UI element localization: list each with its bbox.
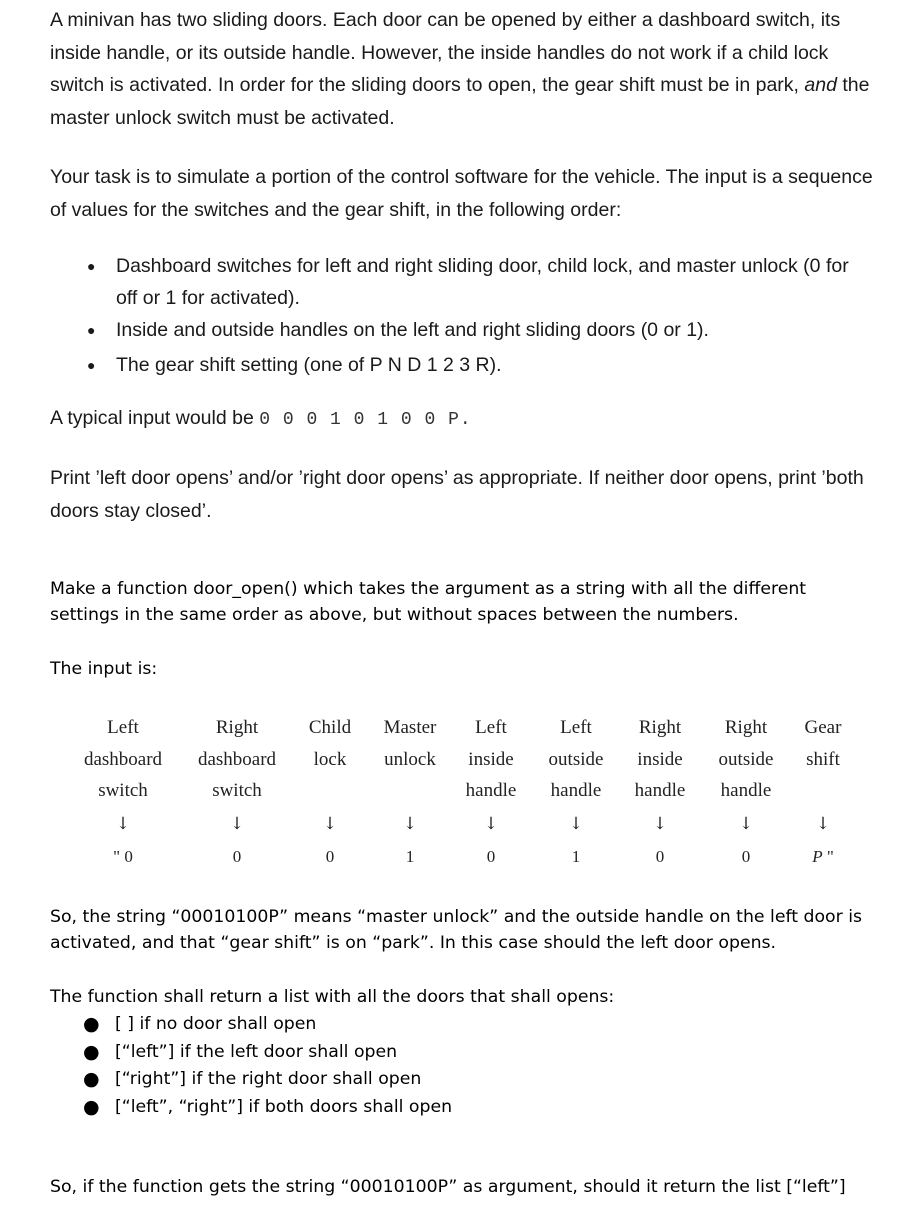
print-paragraph: Print ’left door opens’ and/or ’right door opens’ as appropriate. If neither door opens, print ’both doors stay closed’. — [50, 467, 864, 522]
column-master-unlock — [372, 712, 448, 866]
gear-value-suffix: " — [822, 847, 834, 866]
column-header-line: handle — [634, 780, 686, 801]
gear-value: P — [812, 847, 823, 866]
intro-end-text: the master unlock switch must be activated. — [50, 74, 870, 129]
list-item-text: [“left”, “right”] if both doors shall open — [115, 1096, 453, 1117]
bullet-icon: ● — [83, 1013, 100, 1035]
intro-text: A minivan has two sliding doors. Each door can be opened by either a dashboard switch, its inside handle, or its outside handle. However, the inside handles do not work if a child lock switch is activated. In order for the sliding doors to open, the gear shift must be in park, — [50, 9, 841, 96]
list-item — [50, 349, 850, 381]
column-value: 0 — [232, 847, 242, 866]
bullet-icon: ● — [83, 1095, 100, 1118]
column-header-line: Left — [107, 717, 139, 738]
column-value: 1 — [571, 847, 581, 866]
down-arrow-icon: ↓ — [815, 814, 831, 834]
down-arrow-icon: ↓ — [115, 814, 131, 834]
column-value: 0 — [655, 847, 665, 866]
column-header-line: outside — [718, 748, 774, 770]
list-item-text: [“right”] if the right door shall open — [115, 1069, 422, 1089]
list-item-text: [ ] if no door shall open — [115, 1014, 317, 1034]
list-item — [50, 1094, 850, 1122]
column-header-line: lock — [313, 748, 347, 770]
return-intro: The function shall return a list with all the doors that shall opens: — [50, 987, 615, 1007]
column-header-line: Right — [724, 717, 768, 738]
column-header-line: Master — [383, 717, 437, 738]
column-header-line: switch — [212, 780, 262, 801]
column-right-dashboard-switch — [188, 712, 286, 866]
column-value: 0 — [325, 847, 335, 866]
column-header-line: handle — [720, 780, 772, 801]
column-header-line: Child — [308, 717, 352, 738]
down-arrow-icon: ↓ — [402, 814, 418, 834]
column-child-lock — [298, 712, 362, 866]
list-item — [50, 314, 850, 346]
down-arrow-icon: ↓ — [483, 814, 499, 834]
input-order-list — [50, 250, 850, 381]
column-header-line: Right — [638, 717, 682, 738]
column-header-line: inside — [468, 748, 514, 770]
column-gear-shift — [796, 712, 850, 866]
column-value: 0 — [741, 847, 751, 866]
column-header-line: switch — [98, 780, 148, 801]
column-right-inside-handle — [626, 712, 694, 866]
intro-paragraph — [50, 4, 880, 134]
column-left-outside-handle — [540, 712, 612, 866]
return-list — [50, 1011, 850, 1121]
function-paragraph: Make a function door_open() which takes the argument as a string with all the different settings in the same order as above, but without spaces between the numbers. — [50, 579, 807, 625]
bullet-icon: ● — [87, 322, 96, 338]
column-header-line: dashboard — [83, 748, 163, 770]
column-header-line: unlock — [384, 748, 436, 770]
list-item — [50, 1066, 850, 1094]
list-item — [50, 1039, 850, 1067]
column-header-line: Left — [475, 717, 507, 738]
bullet-icon: ● — [87, 258, 96, 274]
down-arrow-icon: ↓ — [568, 814, 584, 834]
column-header-line: inside — [637, 748, 683, 770]
list-item — [50, 1011, 850, 1039]
bullet-icon: ● — [83, 1040, 100, 1063]
column-header-line: handle — [550, 780, 602, 801]
column-value — [796, 846, 850, 868]
down-arrow-icon: ↓ — [738, 814, 754, 834]
column-value: " 0 — [113, 847, 133, 866]
explanation-paragraph: So, the string “00010100P” means “master unlock” and the outside handle on the left door is activated, and that “gear shift” is on “park”. In this case should the left door opens. — [50, 907, 863, 953]
bullet-icon: ● — [87, 357, 96, 373]
typical-prefix: A typical input would be — [50, 407, 254, 429]
column-header-line: handle — [465, 780, 517, 801]
down-arrow-icon: ↓ — [322, 814, 338, 834]
input-diagram — [70, 712, 860, 872]
conclusion-paragraph: So, if the function gets the string “00010100P” as argument, should it return the list [“left”] — [50, 1177, 846, 1197]
column-header-line: Right — [215, 717, 259, 738]
column-header-line: shift — [806, 748, 840, 770]
list-item — [50, 250, 850, 314]
column-header-line: Left — [560, 717, 592, 738]
column-right-outside-handle — [708, 712, 784, 866]
column-left-inside-handle — [458, 712, 524, 866]
down-arrow-icon: ↓ — [652, 814, 668, 834]
down-arrow-icon: ↓ — [229, 814, 245, 834]
column-left-dashboard-switch — [70, 712, 176, 866]
task-paragraph: Your task is to simulate a portion of the control software for the vehicle. The input is a sequence of values for the switches and the gear shift, in the following order: — [50, 166, 873, 221]
column-header-line: Gear — [804, 717, 842, 738]
typical-input-line — [50, 402, 880, 437]
list-item-text: Dashboard switches for left and right sliding door, child lock, and master unlock (0 for off or 1 for activated). — [116, 255, 849, 309]
column-value: 0 — [486, 847, 496, 866]
column-value: 1 — [405, 847, 415, 866]
column-header-line: dashboard — [197, 748, 277, 770]
input-label: The input is: — [50, 659, 158, 679]
column-header-line: outside — [548, 748, 604, 770]
list-item-text: The gear shift setting (one of P N D 1 2 3 R). — [116, 354, 502, 376]
intro-and-emphasis: and — [804, 74, 837, 96]
list-item-text: Inside and outside handles on the left and right sliding doors (0 or 1). — [116, 319, 709, 341]
list-item-text: [“left”] if the left door shall open — [115, 1041, 398, 1062]
typical-input-code: 0 0 0 1 0 1 0 0 P. — [259, 410, 472, 430]
bullet-icon: ● — [83, 1068, 100, 1090]
